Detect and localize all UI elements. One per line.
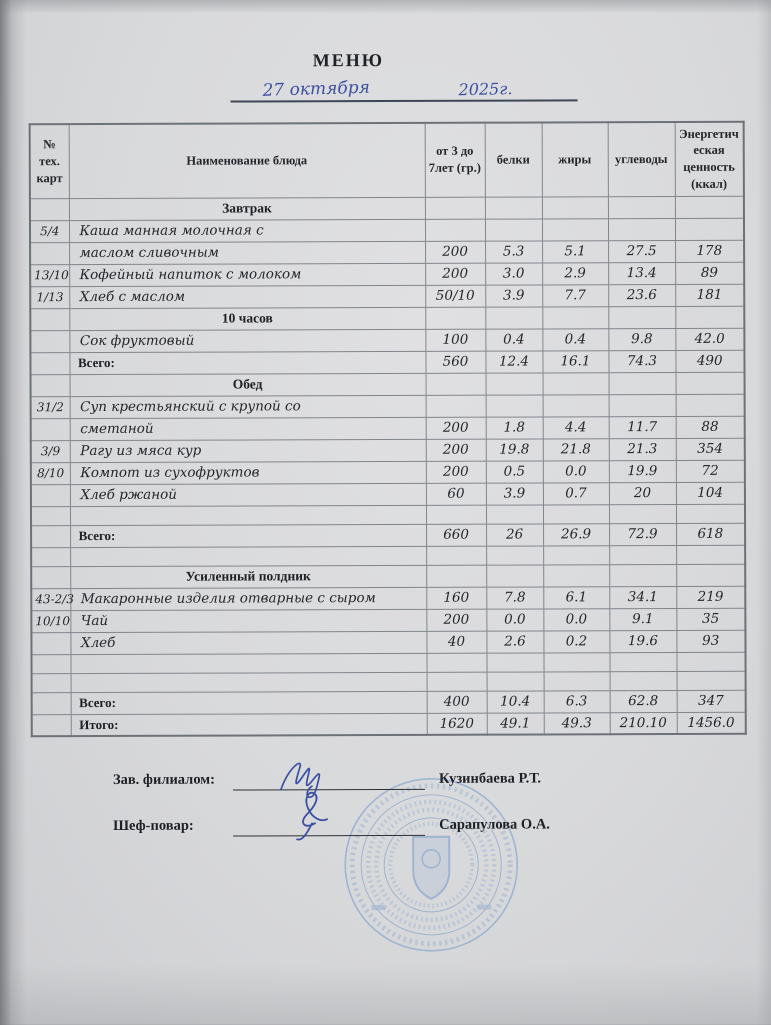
cell-num	[32, 673, 71, 692]
date-line	[230, 71, 577, 102]
cell-portion: 100	[425, 329, 485, 351]
cell-portion: 50/10	[425, 285, 485, 307]
cell-energy: 178	[675, 240, 744, 262]
cell-fat	[542, 218, 608, 240]
section-row	[30, 196, 744, 220]
cell-num	[31, 547, 70, 566]
dish-row	[31, 608, 745, 632]
cell-carbs	[609, 545, 676, 564]
cell-carbs: 62.8	[610, 690, 677, 712]
cell-protein: 3.0	[485, 262, 542, 284]
cell-name: Обед	[70, 373, 426, 396]
signature-line-chef	[233, 801, 425, 837]
cell-carbs: 9.1	[609, 608, 676, 630]
cell-carbs: 74.3	[608, 350, 675, 372]
cell-portion: 200	[426, 439, 486, 461]
cell-fat	[542, 306, 608, 328]
signature-line-director	[233, 755, 425, 791]
empty-row	[31, 545, 745, 566]
cell-portion	[426, 565, 486, 587]
cell-name: Суп крестьянский с крупой со	[70, 395, 426, 418]
cell-energy	[676, 504, 745, 523]
cell-carbs	[609, 504, 676, 523]
cell-protein	[485, 218, 542, 240]
empty-row	[32, 671, 746, 692]
cell-protein: 12.4	[485, 350, 542, 372]
cell-num: 43-2/3	[31, 588, 70, 610]
cell-energy	[675, 218, 744, 240]
signatory-name-director: Кузинбаева Р.Т.	[438, 770, 542, 787]
cell-num: 5/4	[30, 220, 69, 242]
cell-carbs: 19.9	[609, 460, 676, 482]
cell-energy: 88	[676, 416, 745, 438]
dish-row	[31, 630, 745, 654]
header-protein: белки	[485, 122, 542, 196]
section-row	[31, 372, 745, 396]
cell-num	[30, 308, 69, 330]
section-row	[31, 564, 745, 588]
dish-row	[31, 416, 745, 440]
cell-num: 13/10	[30, 264, 69, 286]
cell-num	[31, 525, 70, 547]
cell-portion	[426, 395, 486, 417]
cell-energy: 618	[676, 523, 745, 545]
dish-row	[31, 438, 745, 462]
cell-carbs	[610, 671, 677, 690]
cell-protein	[486, 394, 543, 416]
cell-protein: 19.8	[486, 438, 543, 460]
menu-table	[29, 121, 747, 737]
cell-carbs: 34.1	[609, 586, 676, 608]
date-year: 2025г.	[458, 79, 513, 100]
cell-fat	[543, 504, 609, 523]
signature-label-chef: Шеф-повар:	[113, 817, 194, 834]
cell-fat: 4.4	[543, 416, 609, 438]
cell-energy	[675, 196, 744, 218]
cell-name: Рагу из мяса кур	[70, 439, 426, 462]
dish-row	[31, 394, 745, 418]
cell-fat	[544, 671, 610, 690]
cell-name: Всего:	[69, 351, 425, 374]
cell-fat: 0.7	[543, 482, 609, 504]
cell-name: Завтрак	[69, 197, 425, 220]
cell-energy: 104	[676, 482, 745, 504]
header-tech-card-number: № тех. карт	[30, 124, 69, 198]
cell-portion	[425, 219, 485, 241]
dish-row	[31, 482, 745, 506]
cell-name: Компот из сухофруктов	[70, 461, 426, 484]
cell-num	[31, 484, 70, 506]
cell-name	[70, 505, 426, 525]
cell-fat: 0.2	[543, 630, 609, 652]
cell-fat: 6.1	[543, 586, 609, 608]
cell-energy: 35	[676, 608, 745, 630]
cell-num	[32, 714, 71, 736]
cell-name: Хлеб	[70, 631, 426, 654]
cell-energy	[677, 671, 746, 690]
cell-protein: 1.8	[486, 416, 543, 438]
cell-num	[31, 566, 70, 588]
signature-block	[113, 743, 673, 837]
cell-energy: 347	[677, 690, 746, 712]
cell-num: 3/9	[31, 440, 70, 462]
cell-fat	[543, 545, 609, 564]
cell-protein: 2.6	[486, 630, 543, 652]
header-fat: жиры	[542, 122, 608, 196]
cell-protein	[486, 564, 543, 586]
cell-num	[31, 418, 70, 440]
cell-protein	[486, 372, 543, 394]
cell-num	[31, 654, 70, 673]
cell-name	[70, 546, 426, 566]
table-header-row	[30, 122, 744, 198]
cell-energy: 490	[675, 350, 744, 372]
cell-energy: 93	[676, 630, 745, 652]
cell-energy	[676, 652, 745, 671]
date-day-month: 27 октября	[262, 77, 371, 101]
section-row	[30, 306, 744, 330]
signature-row-chef	[113, 789, 673, 837]
cell-protein: 0.5	[486, 460, 543, 482]
cell-protein	[486, 504, 543, 523]
cell-fat: 16.1	[542, 350, 608, 372]
cell-num	[31, 506, 70, 525]
header-carbs: углеводы	[608, 122, 675, 196]
cell-fat: 0.4	[542, 328, 608, 350]
cell-portion: 200	[426, 417, 486, 439]
cell-carbs	[608, 218, 675, 240]
cell-energy	[676, 394, 745, 416]
cell-portion	[426, 653, 486, 672]
cell-energy	[676, 545, 745, 564]
cell-energy: 89	[675, 262, 744, 284]
signature-row-director	[113, 743, 673, 791]
cell-name: маслом сливочным	[69, 241, 425, 264]
cell-protein: 49.1	[487, 712, 544, 734]
cell-fat: 6.3	[544, 690, 610, 712]
empty-row	[31, 504, 745, 525]
dish-row	[30, 328, 744, 352]
cell-fat: 5.1	[542, 240, 608, 262]
total-row	[31, 523, 745, 547]
cell-portion: 160	[426, 587, 486, 609]
cell-num: 10/10	[31, 610, 70, 632]
dish-row	[30, 218, 744, 242]
cell-portion: 200	[425, 241, 485, 263]
total-row	[32, 712, 746, 736]
cell-fat	[543, 652, 609, 671]
cell-carbs: 23.6	[608, 284, 675, 306]
cell-num: 31/2	[31, 396, 70, 418]
cell-carbs: 27.5	[608, 240, 675, 262]
cell-energy: 72	[676, 460, 745, 482]
cell-carbs	[608, 306, 675, 328]
cell-fat: 26.9	[543, 523, 609, 545]
cell-protein: 7.8	[486, 586, 543, 608]
cell-portion: 60	[426, 483, 486, 505]
cell-name: Всего:	[71, 691, 427, 714]
cell-portion	[427, 672, 487, 691]
cell-energy	[676, 564, 745, 586]
cell-carbs: 20	[609, 482, 676, 504]
cell-name: Хлеб ржаной	[70, 483, 426, 506]
cell-energy: 219	[676, 586, 745, 608]
cell-name: Кофейный напиток с молоком	[69, 263, 425, 286]
total-row	[30, 350, 744, 374]
cell-num	[31, 632, 70, 654]
cell-name: сметаной	[70, 417, 426, 440]
cell-carbs: 72.9	[609, 523, 676, 545]
cell-portion	[425, 197, 485, 219]
cell-energy	[675, 306, 744, 328]
cell-portion	[426, 546, 486, 565]
dish-row	[30, 262, 744, 286]
cell-protein: 3.9	[485, 284, 542, 306]
cell-name	[70, 653, 426, 673]
header-dish-name: Наименование блюда	[69, 123, 425, 198]
cell-protein	[485, 196, 542, 218]
cell-protein: 10.4	[487, 690, 544, 712]
dish-row	[30, 240, 744, 264]
cell-portion: 1620	[427, 713, 487, 735]
header-portion: от 3 до 7лет (гр.)	[425, 123, 485, 197]
cell-name: Хлеб с маслом	[69, 285, 425, 308]
cell-fat: 49.3	[544, 712, 610, 734]
cell-fat: 21.8	[543, 438, 609, 460]
cell-fat	[542, 196, 608, 218]
cell-fat: 2.9	[542, 262, 608, 284]
cell-fat	[543, 372, 609, 394]
cell-name: Сок фруктовый	[69, 329, 425, 352]
cell-protein: 5.3	[485, 240, 542, 262]
cell-protein: 3.9	[486, 482, 543, 504]
cell-name: 10 часов	[69, 307, 425, 330]
cell-name: Каша манная молочная с	[69, 219, 425, 242]
cell-num	[30, 330, 69, 352]
empty-row	[31, 652, 745, 673]
cell-fat	[543, 394, 609, 416]
cell-carbs: 9.8	[608, 328, 675, 350]
cell-carbs: 13.4	[608, 262, 675, 284]
cell-portion: 200	[426, 609, 486, 631]
cell-protein: 26	[486, 523, 543, 545]
cell-energy: 181	[675, 284, 744, 306]
cell-carbs: 21.3	[609, 438, 676, 460]
cell-fat: 7.7	[542, 284, 608, 306]
cell-portion: 200	[426, 461, 486, 483]
cell-portion: 40	[426, 631, 486, 653]
cell-portion: 400	[427, 691, 487, 713]
cell-name: Макаронные изделия отварные с сыром	[70, 587, 426, 610]
total-row	[32, 690, 746, 714]
cell-protein: 0.4	[485, 328, 542, 350]
cell-num	[32, 692, 71, 714]
cell-fat	[543, 564, 609, 586]
cell-carbs	[609, 652, 676, 671]
cell-num	[30, 242, 69, 264]
cell-protein	[486, 545, 543, 564]
chef-signature-ink-icon	[263, 789, 373, 845]
cell-carbs	[609, 564, 676, 586]
cell-fat: 0.0	[543, 608, 609, 630]
cell-carbs: 210.10	[610, 712, 677, 734]
cell-fat: 0.0	[543, 460, 609, 482]
dish-row	[31, 460, 745, 484]
cell-protein: 0.0	[486, 608, 543, 630]
cell-num: 1/13	[30, 286, 69, 308]
cell-portion: 200	[425, 263, 485, 285]
cell-name: Чай	[70, 609, 426, 632]
cell-portion	[426, 505, 486, 524]
menu-table-body	[30, 196, 746, 736]
cell-energy: 42.0	[675, 328, 744, 350]
cell-carbs	[609, 394, 676, 416]
cell-num: 8/10	[31, 462, 70, 484]
cell-name: Итого:	[71, 713, 427, 736]
signatory-name-chef: Сарапулова О.А.	[439, 816, 550, 833]
cell-carbs	[608, 196, 675, 218]
cell-num	[30, 352, 69, 374]
cell-portion	[425, 307, 485, 329]
cell-carbs: 19.6	[609, 630, 676, 652]
cell-carbs: 11.7	[609, 416, 676, 438]
cell-portion: 560	[425, 351, 485, 373]
page-title: МЕНЮ	[312, 50, 385, 71]
signature-label-director: Зав. филиалом:	[112, 771, 216, 788]
cell-energy: 354	[676, 438, 745, 460]
cell-energy	[676, 372, 745, 394]
cell-name: Всего:	[70, 524, 426, 547]
cell-energy: 1456.0	[677, 712, 746, 734]
dish-row	[30, 284, 744, 308]
header-energy: Энергетическая ценность (ккал)	[675, 122, 744, 196]
cell-protein	[487, 671, 544, 690]
cell-carbs	[609, 372, 676, 394]
cell-protein	[485, 306, 542, 328]
dish-row	[31, 586, 745, 610]
cell-name: Усиленный полдник	[70, 565, 426, 588]
cell-protein	[486, 652, 543, 671]
cell-portion	[426, 373, 486, 395]
cell-name	[71, 672, 427, 692]
cell-num	[30, 198, 69, 220]
cell-portion: 660	[426, 524, 486, 546]
cell-num	[31, 374, 70, 396]
